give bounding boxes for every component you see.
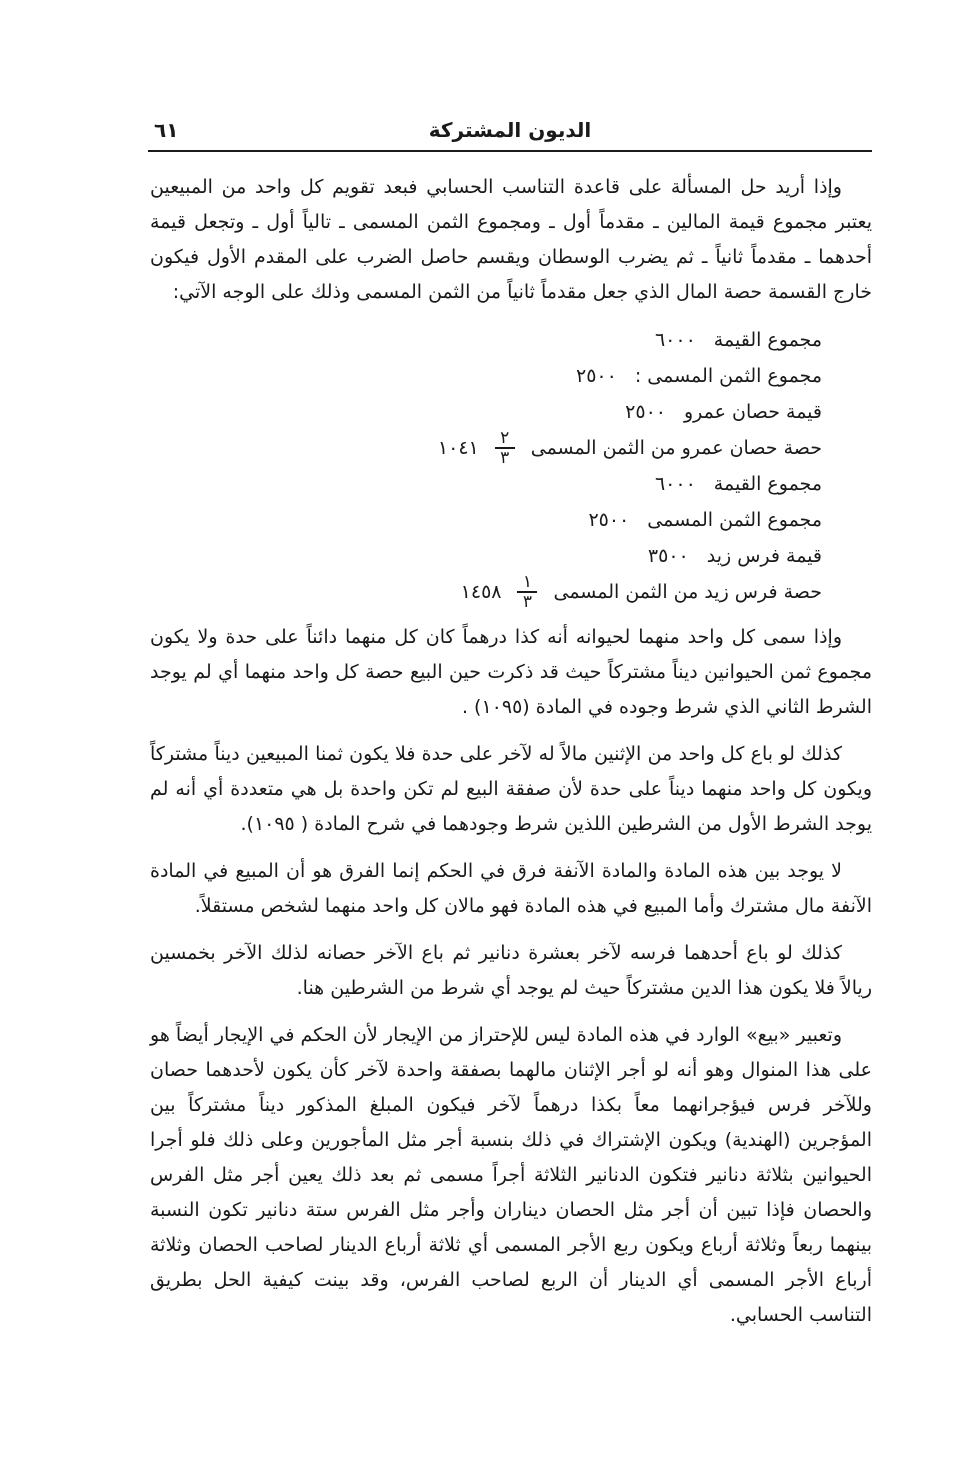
fraction-numerator: ١ — [522, 572, 533, 592]
calc-value: ١٠٤١ — [437, 437, 479, 459]
calc-line — [150, 538, 822, 574]
paragraph: وإذا أريد حل المسألة على قاعدة التناسب الحسابي فبعد تقويم كل واحد من المبيعين يعتبر مجموع قيمة المالين ـ مقدماً أول ـ ومجموع الثمن المسمى ـ تالياً أول ـ وتجعل قيمة أحدهما ـ مقدماً ثانياً ـ ثم يضرب الوسطان ويقسم حاصل الضرب على المقدم الأول فيكون خارج القسمة حصة المال الذي جعل مقدماً ثانياً من الثمن المسمى وذلك على الوجه الآتي: — [150, 176, 872, 303]
fraction — [517, 573, 537, 611]
calc-value: ٢٥٠٠ — [625, 401, 666, 423]
calculation-list — [150, 322, 872, 610]
fraction — [495, 429, 515, 467]
fraction-denominator: ٣ — [500, 448, 510, 468]
page-number: ٦١ — [154, 118, 179, 142]
page-body — [150, 170, 872, 1333]
calc-value: ٦٠٠٠ — [654, 329, 696, 351]
calc-line — [150, 358, 822, 394]
calc-label: حصة فرس زيد من الثمن المسمى — [553, 581, 822, 603]
paragraph: وتعبير «بيع» الوارد في هذه المادة ليس للإحتراز من الإيجار لأن الحكم في الإيجار أيضاً هو على هذا المنوال وهو أنه لو أجر الإثنان مالهما بصفقة واحدة لآخر كأن يكون لأحدهما حصان وللآخر فرس فيؤجرانهما معاً بكذا درهماً لآخر فيكون المبلغ المذكور ديناً مشتركاً بين المؤجرين (الهندية) ويكون الإشتراك في ذلك بنسبة أجر مثل المأجورين وعلى ذلك فلو أجرا الحيوانين بثلاثة دنانير فتكون الدنانير الثلاثة أجراً مسمى ثم بعد ذلك يعين أجر مثل الفرس والحصان فإذا تبين أن أجر مثل الحصان ديناران وأجر مثل الفرس ستة دنانير تكون النسبة بينهما ربعاً وثلاثة أرباع ويكون ربع الأجر المسمى أي ثلاثة أرباع الدينار لصاحب الحصان وثلاثة أرباع الأجر المسمى أي الدينار أن الربع لصاحب الفرس، وقد بينت كيفية الحل بطريق التناسب الحسابي. — [150, 1024, 872, 1326]
calc-label: حصة حصان عمرو من الثمن المسمى — [530, 437, 822, 459]
calc-label: مجموع القيمة — [713, 329, 822, 351]
calc-label: مجموع القيمة — [713, 473, 822, 495]
fraction-denominator: ٣ — [522, 592, 533, 612]
calc-line — [150, 466, 822, 502]
calc-line — [150, 502, 822, 538]
paragraph: وإذا سمى كل واحد منهما لحيوانه أنه كذا درهماً كان كل منهما دائناً على حدة ولا يكون مجموع ثمن الحيوانين ديناً مشتركاً حيث قد ذكرت حين البيع حصة كل واحد منهما أي لم يوجد الشرط الثاني الذي شرط وجوده في المادة (١٠٩٥) . — [150, 626, 872, 718]
calc-line — [150, 394, 822, 430]
calc-line — [150, 574, 822, 610]
calc-value: ٣٥٠٠ — [647, 545, 689, 567]
calc-value: ٢٥٠٠ — [588, 509, 630, 531]
calc-label: مجموع الثمن المسمى — [647, 509, 822, 531]
running-header — [148, 118, 872, 152]
paragraph: لا يوجد بين هذه المادة والمادة الآنفة فرق في الحكم إنما الفرق هو أن المبيع في المادة الآنفة مال مشترك وأما المبيع في هذه المادة فهو مالان كل واحد منهما لشخص مستقلاً. — [150, 860, 872, 917]
calc-label: قيمة حصان عمرو — [683, 401, 822, 423]
calc-line — [150, 322, 822, 358]
calc-value: ١٤٥٨ — [460, 581, 502, 603]
paragraph: كذلك لو باع كل واحد من الإثنين مالاً له لآخر على حدة فلا يكون ثمنا المبيعين ديناً مشتركاً ويكون كل واحد منهما ديناً على حدة لأن صفقة البيع لم تكن واحدة بل هي متعددة أي أنه لم يوجد الشرط الأول من الشرطين اللذين شرط وجودهما في شرح المادة ( ١٠٩٥). — [150, 743, 872, 835]
calc-label: مجموع الثمن المسمى : — [634, 365, 822, 387]
fraction-numerator: ٢ — [500, 428, 510, 448]
paragraph: كذلك لو باع أحدهما فرسه لآخر بعشرة دنانير ثم باع الآخر حصانه لذلك الآخر بخمسين ريالاً فلا يكون هذا الدين مشتركاً حيث لم يوجد أي شرط من الشرطين هنا. — [150, 942, 872, 999]
calc-value: ٢٥٠٠ — [576, 365, 617, 387]
calc-label: قيمة فرس زيد — [706, 545, 822, 567]
running-title: الديون المشتركة — [428, 118, 592, 142]
calc-value: ٦٠٠٠ — [654, 473, 696, 495]
calc-line — [150, 430, 822, 466]
